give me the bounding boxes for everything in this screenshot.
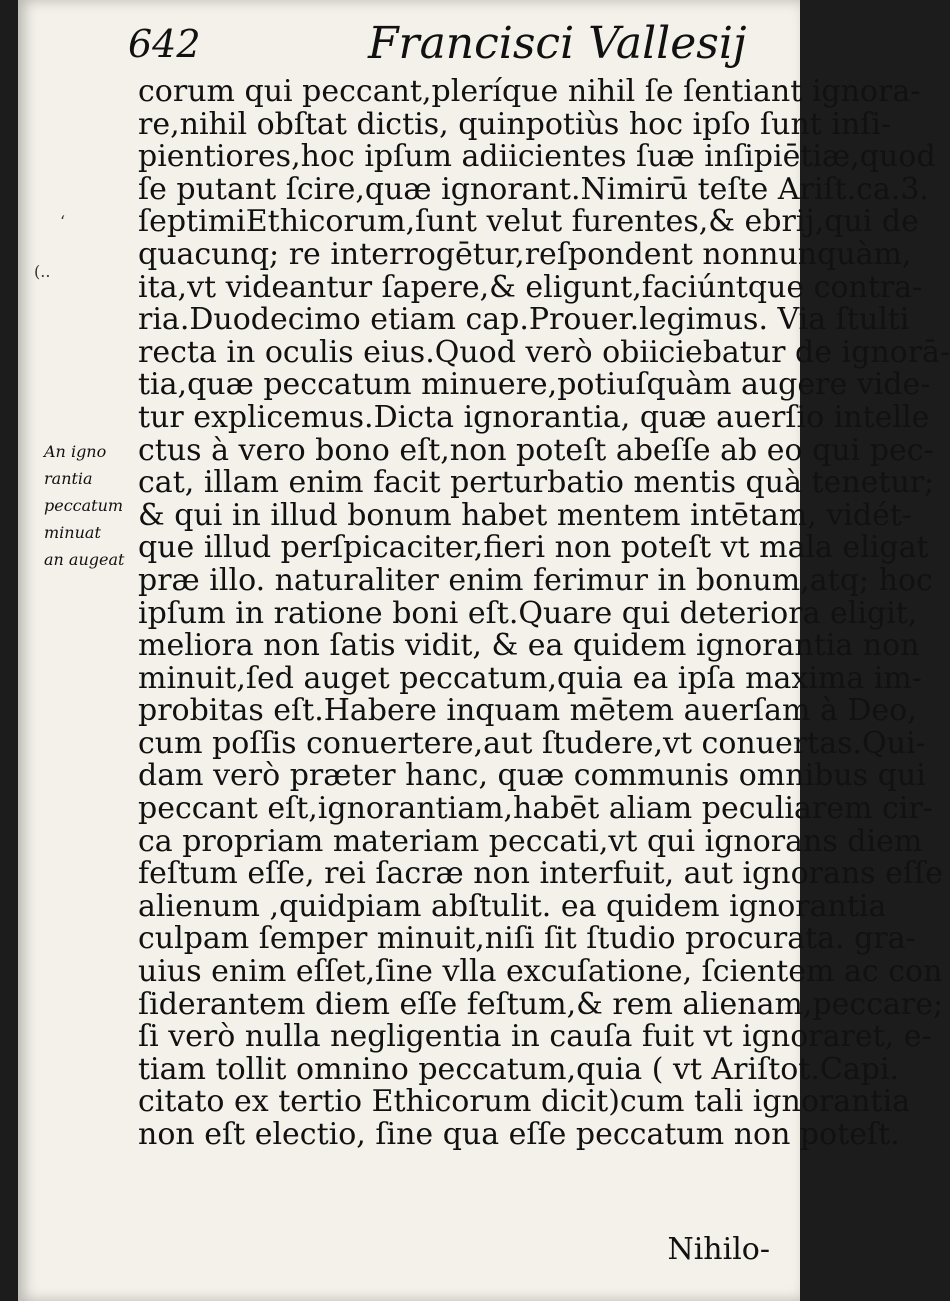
text-line: culpam ſemper minuit,niſi ſit ſtudio procurata. gra- <box>138 921 916 957</box>
text-line: cat, illam enim facit perturbatio mentis quà tenetur; <box>138 465 935 501</box>
text-line: que illud perſpicaciter,fieri non poteſt vt mala eligat <box>138 530 929 566</box>
text-line: ita,vt videantur ſapere,& eligunt,faciúntque contra- <box>138 269 923 305</box>
text-line: tur explicemus.Dicta ignorantia, quæ auerſio intelle <box>138 399 930 435</box>
margin-note-line: An igno <box>44 442 107 461</box>
text-line: uius enim eſſet,ſine vlla excuſatione, ſcientem ac con <box>138 954 943 990</box>
text-line: præ illo. naturaliter enim ferimur in bonum,atq; hoc <box>138 562 933 598</box>
text-line: alienum ,quidpiam abſtulit. ea quidem ignorantia <box>138 888 887 924</box>
text-line: cum poſſis conuertere,aut ſtudere,vt conuertas.Qui- <box>138 725 926 761</box>
margin-note-line: rantia <box>44 469 93 488</box>
text-line: ſeptimiEthicorum,ſunt velut furentes,& ebrij,qui de <box>138 204 919 240</box>
margin-mark: (.. <box>34 262 51 281</box>
text-line: & qui in illud bonum habet mentem intētam, vidét- <box>138 497 913 533</box>
page-header <box>18 18 800 78</box>
text-line: ſi verò nulla negligentia in cauſa fuit vt ignoraret, e- <box>138 1019 932 1055</box>
catchword: Nihilo- <box>667 1232 770 1267</box>
text-line: re,nihil obſtat dictis, quinpotiùs hoc ipſo ſunt inſi- <box>138 106 892 142</box>
text-line: quacunq; re interrogētur,reſpondent nonnunquàm, <box>138 236 912 272</box>
text-line: recta in oculis eius.Quod verò obiiciebatur de ignorā- <box>138 334 950 370</box>
text-line: tia,quæ peccatum minuere,potiuſquàm augere vide- <box>138 367 931 403</box>
margin-note-line: an augeat <box>44 550 125 569</box>
margin-note-line: peccatum <box>44 496 124 515</box>
text-line: minuit,ſed auget peccatum,quia ea ipſa maxima im- <box>138 660 922 696</box>
book-page <box>18 0 950 1301</box>
text-line: non eſt electio, ſine qua eſſe peccatum non poteſt. <box>138 1117 900 1152</box>
text-line: citato ex tertio Ethicorum dicit)cum tali ignorantia <box>138 1084 910 1120</box>
text-line: feſtum eſſe, rei ſacræ non interfuit, aut ignorans eſſe <box>138 856 943 892</box>
text-line: pientiores,hoc ipſum adiicientes ſuæ inſipiētiæ,quod <box>138 139 936 175</box>
text-line: dam verò præter hanc, quæ communis omnibus qui <box>138 758 926 794</box>
text-line: ctus à vero bono eſt,non poteſt abeſſe ab eo qui pec- <box>138 432 934 468</box>
text-line: corum qui peccant,pleríque nihil ſe ſentiant ignora- <box>138 74 921 109</box>
text-line: ſiderantem diem eſſe feſtum,& rem alienam,peccare; <box>138 986 944 1022</box>
margin-note-line: minuat <box>44 523 101 542</box>
text-line: ſe putant ſcire,quæ ignorant.Nimirū teſte Ariſt.ca.3. <box>138 171 929 207</box>
text-line: meliora non ſatis vidit, & ea quidem ignorantia non <box>138 628 920 664</box>
text-line: peccant eſt,ignorantiam,habēt aliam peculiarem cir- <box>138 791 933 827</box>
running-head: Francisci Vallesij <box>368 18 747 69</box>
text-line: ipſum in ratione boni eſt.Quare qui deteriora eligit, <box>138 595 918 631</box>
page-number: 642 <box>128 22 201 66</box>
text-line: ria.Duodecimo etiam cap.Prouer.legimus. Via ſtulti <box>138 302 910 338</box>
body-text <box>138 74 950 1152</box>
text-line: probitas eſt.Habere inquam mētem auerſam à Deo, <box>138 693 917 729</box>
text-line: ca propriam materiam peccati,vt qui ignorans diem <box>138 823 923 859</box>
margin-mark: ʻ <box>60 212 66 231</box>
text-line: tiam tollit omnino peccatum,quia ( vt Ariſtot.Capi. <box>138 1051 900 1087</box>
